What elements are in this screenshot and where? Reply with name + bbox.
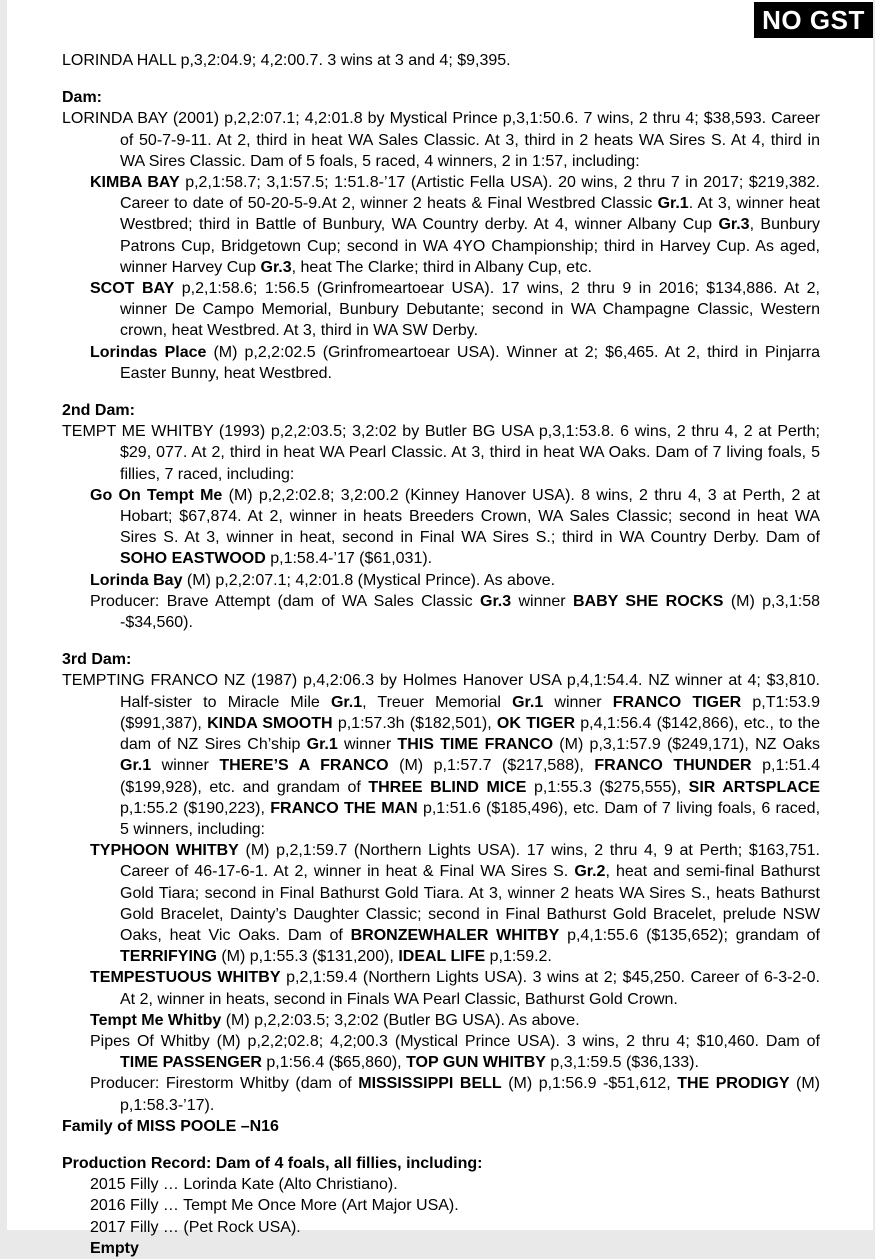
- horse-record-line: LORINDA HALL p,3,2:04.9; 4,2:00.7. 3 wins at 3 and 4; $9,395.: [62, 52, 511, 69]
- foal-entry-tempt-me-whitby: Tempt Me Whitby (M) p,2,2:03.5; 3,2:02 (Butler BG USA). As above.: [90, 1011, 580, 1029]
- dam-heading: Dam:: [62, 89, 103, 107]
- foal-entry-lorinda-bay: Lorinda Bay (M) p,2,2:07.1; 4,2:01.8 (Mystical Prince). As above.: [90, 571, 556, 589]
- family-line: Family of MISS POOLE –N16: [62, 1117, 279, 1135]
- catalog-page: [7, 0, 873, 1257]
- foal-entry-lorindas-place: Lorindas Place (M) p,2,2:02.5 (Grinfromeartoear USA). Winner at 2; $6,465. At 2, third in Pinjarra Easter Bunny, heat Westbred.: [90, 343, 820, 382]
- production-record-empty: Empty: [90, 1239, 139, 1257]
- production-record-2015: 2015 Filly … Lorinda Kate (Alto Christiano).: [90, 1176, 398, 1194]
- third-dam-heading: 3rd Dam:: [62, 651, 132, 669]
- producer-note-firestorm-whitby: Producer: Firestorm Whitby (dam of MISSISSIPPI BELL (M) p,1:56.9 -$51,612, THE PRODIGY (M) p,1:58.3-’17).: [90, 1075, 821, 1114]
- second-dam-heading: 2nd Dam:: [62, 402, 135, 420]
- foal-entry-scot-bay: SCOT BAY p,2,1:58.6; 1:56.5 (Grinfromeartoear USA). 17 wins, 2 thru 9 in 2016; $134,886. At 2, winner De Campo Memorial, Bunbury Debutante; second in WA Champagne Classic, Western crown, heat Westbred. At 3, third in WA SW Derby.: [90, 280, 821, 340]
- foal-entry-kimba-bay: KIMBA BAY p,2,1:58.7; 3,1:57.5; 1:51.8-’17 (Artistic Fella USA). 20 wins, 2 thru 7 in 2017; $219,382. Career to date of 50-20-5-9.At 2, winner 2 heats & Final Westbred Classic Gr.1. At 3, winner heat Westbred; third in Battle of Bunbury, WA Country derby. At 4, winner Albany Cup Gr.3, Bunbury Patrons Cup, Bridgetown Cup; second in WA 4YO Championship; third in Harvey Cup. As aged, winner Harvey Cup Gr.3, heat The Clarke; third in Albany Cup, etc.: [90, 174, 821, 276]
- foal-entry-tempestuous-whitby: TEMPESTUOUS WHITBY p,2,1:59.4 (Northern Lights USA). 3 wins at 2; $45,250. Career of 6-3-2-0. At 2, winner in heats, second in Finals WA Pearl Classic, Bathurst Gold Crown.: [90, 969, 820, 1008]
- foal-entry-go-on-tempt-me: Go On Tempt Me (M) p,2,2:02.8; 3,2:00.2 (Kinney Hanover USA). 8 wins, 2 thru 4, 3 at Perth, 2 at Hobart; $67,874. At 2, winner in heats Breeders Crown, WA Sales Classic; second in heat WA Sires S. At 3, winner in heat, second in Final WA Sires S.; third in WA Country Derby. Dam of SOHO EASTWOOD p,1:58.4-’17 ($61,031).: [90, 486, 820, 568]
- producer-note-brave-attempt: Producer: Brave Attempt (dam of WA Sales Classic Gr.3 winner BABY SHE ROCKS (M) p,3,1:58 -$34,560).: [90, 592, 820, 632]
- production-record-heading: Production Record: Dam of 4 foals, all fillies, including:: [62, 1154, 483, 1172]
- foal-entry-typhoon-whitby: TYPHOON WHITBY (M) p,2,1:59.7 (Northern Lights USA). 17 wins, 2 thru 4, 9 at Perth; $163,751. Career of 46-17-6-1. At 2, winner in heat & Final WA Sires S. Gr.2, heat and semi-final Bathurst Gold Tiara; second in Final Bathurst Gold Tiara. At 3, winner 2 heats WA Sires S., heats Bathurst Gold Bracelet, Dainty’s Daughter Classic; second in Final Bathurst Gold Bracelet, prelude NSW Oaks, heat Vic Oaks. Dam of BRONZEWHALER WHITBY p,4,1:55.6 ($135,652); grandam of TERRIFYING (M) p,1:55.3 ($131,200), IDEAL LIFE p,1:59.2.: [90, 842, 820, 966]
- production-record-2016: 2016 Filly … Tempt Me Once More (Art Major USA).: [90, 1197, 459, 1215]
- dam-paragraph: LORINDA BAY (2001) p,2,2:07.1; 4,2:01.8 by Mystical Prince p,3,1:50.6. 7 wins, 2 thru 4; $38,593. Career of 50-7-9-11. At 2, third in heat WA Sales Classic. At 3, third in 2 heats WA Sires S. At 4, third in WA Sires Classic. Dam of 5 foals, 5 raced, 4 winners, 2 in 1:57, including:: [62, 110, 820, 170]
- pedigree-document: [62, 50, 820, 1259]
- second-dam-paragraph: TEMPT ME WHITBY (1993) p,2,2:03.5; 3,2:02 by Butler BG USA p,3,1:53.8. 6 wins, 2 thru 4, 2 at Perth; $29, 077. At 2, third in heat WA Pearl Classic. At 3, third in heat WA Oaks. Dam of 7 living foals, 5 fillies, 7 raced, including:: [62, 423, 820, 483]
- foal-entry-pipes-of-whitby: Pipes Of Whitby (M) p,2,2;02.8; 4,2;00.3 (Mystical Prince USA). 3 wins, 2 thru 4; $10,460. Dam of TIME PASSENGER p,1:56.4 ($65,860), TOP GUN WHITBY p,3,1:59.5 ($36,133).: [90, 1032, 820, 1072]
- production-record-2017: 2017 Filly … (Pet Rock USA).: [90, 1218, 301, 1236]
- third-dam-paragraph: TEMPTING FRANCO NZ (1987) p,4,2:06.3 by Holmes Hanover USA p,4,1:54.4. NZ winner at 4; $3,810. Half-sister to Miracle Mile Gr.1, Treuer Memorial Gr.1 winner FRANCO TIGER p,T1:53.9 ($991,387), KINDA SMOOTH p,1:57.3h ($182,501), OK TIGER p,4,1:56.4 ($142,866), etc., to the dam of NZ Sires Ch’ship Gr.1 winner THIS TIME FRANCO (M) p,3,1:57.9 ($249,171), NZ Oaks Gr.1 winner THERE’S A FRANCO (M) p,1:57.7 ($217,588), FRANCO THUNDER p,1:51.4 ($199,928), etc. and grandam of THREE BLIND MICE p,1:55.3 ($275,555), SIR ARTSPLACE p,1:55.2 ($190,223), FRANCO THE MAN p,1:51.6 ($185,496), etc. Dam of 7 living foals, 6 raced, 5 winners, including:: [62, 672, 821, 838]
- no-gst-badge: NO GST: [754, 2, 873, 38]
